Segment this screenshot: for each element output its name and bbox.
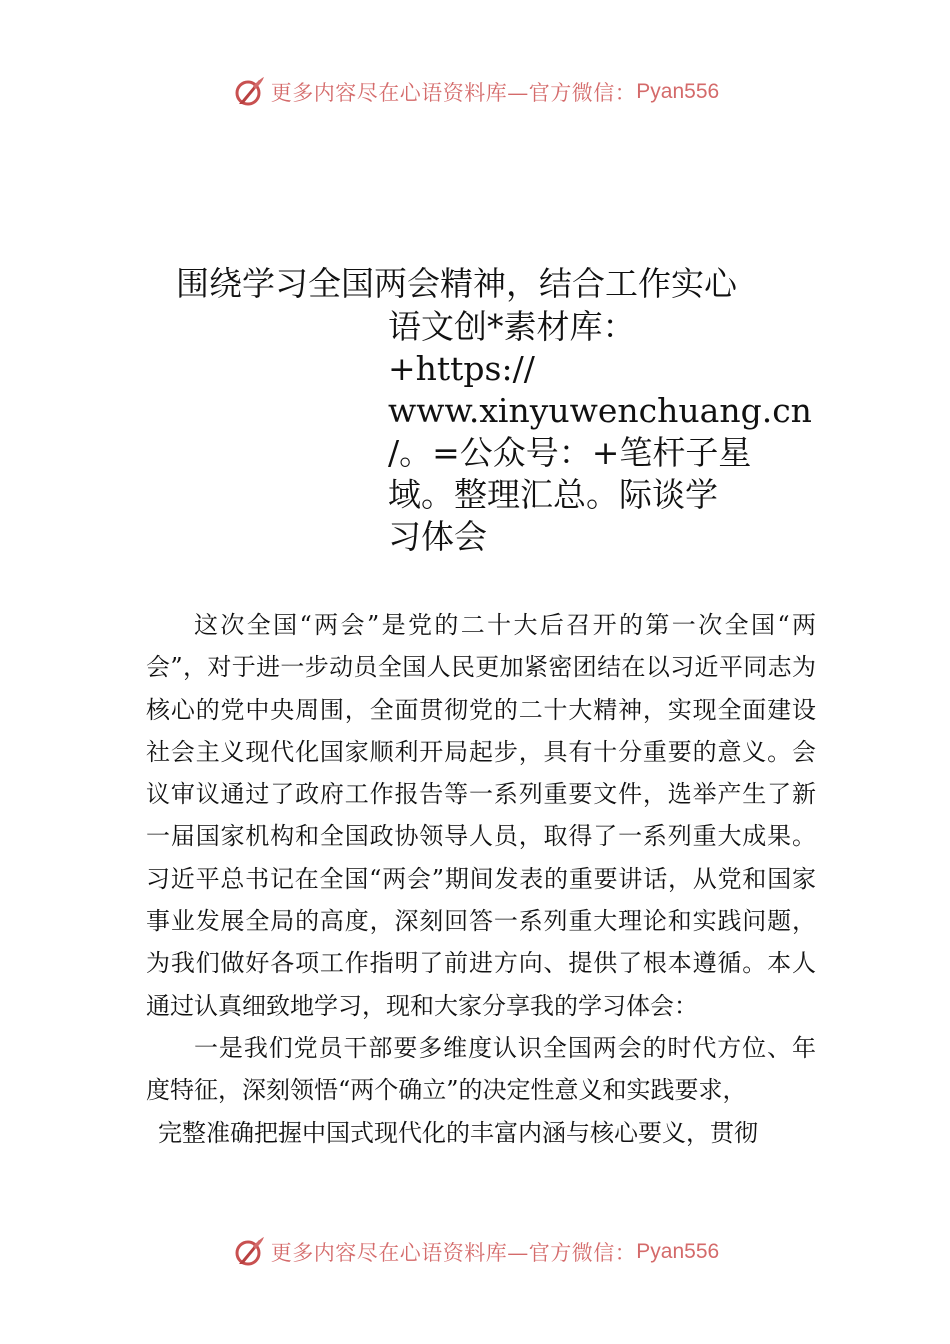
title-line: www.xinyuwenchuang.cn [388, 391, 812, 430]
watermark-text: 更多内容尽在心语资料库—官方微信： [270, 1241, 637, 1265]
body-paragraph: 这次全国“两会”是党的二十大后召开的第一次全国“两会”，对于进一步动员全国人民更加紧密团结在以习近平同志为核心的党中央周围，全面贯彻党的二十大精神，实现全面建设社会主义现代化国家顺利开局起步，具有十分重要的意义。会议审议通过了政府工作报告等一系列重要文件，选举产生了新一届国家机构和全国政协领导人员，取得了一系列重大成果。习近平总书记在全国“两会”期间发表的重要讲话，从党和国家事业发展全局的高度，深刻回答一系列重大理论和实践问题，为我们做好各项工作指明了前进方向、提供了根本遵循。本人通过认真细致地学习，现和大家分享我的学习体会： [146, 611, 816, 1020]
quill-logo-icon [231, 1234, 267, 1270]
title-line: /。=公众号：+笔杆子星 [388, 433, 752, 472]
title-line: 习体会 [388, 517, 487, 556]
footer-watermark [0, 1232, 950, 1272]
body-paragraph: 一是我们党员干部要多维度认识全国两会的时代方位、年度特征，深刻领悟“两个确立”的决定性意义和实践要求， [146, 1033, 816, 1105]
quill-logo-icon [231, 74, 267, 110]
title-line: 域。整理汇总。际谈学 [388, 475, 718, 514]
title-line: +https:// [388, 349, 535, 388]
watermark-wechat-id: Pyan556 [636, 80, 720, 103]
watermark-wechat-id: Pyan556 [636, 1240, 720, 1263]
document-body [146, 604, 816, 1154]
watermark-text: 更多内容尽在心语资料库—官方微信： [270, 81, 637, 105]
document-title: 围绕学习全国两会精神，结合工作实心 [176, 264, 737, 303]
title-line: 语文创*素材库： [388, 307, 636, 346]
document-title-continued [388, 306, 812, 558]
header-watermark [0, 72, 950, 112]
body-paragraph-continued: 完整准确把握中国式现代化的丰富内涵与核心要义，贯彻 [158, 1118, 758, 1147]
